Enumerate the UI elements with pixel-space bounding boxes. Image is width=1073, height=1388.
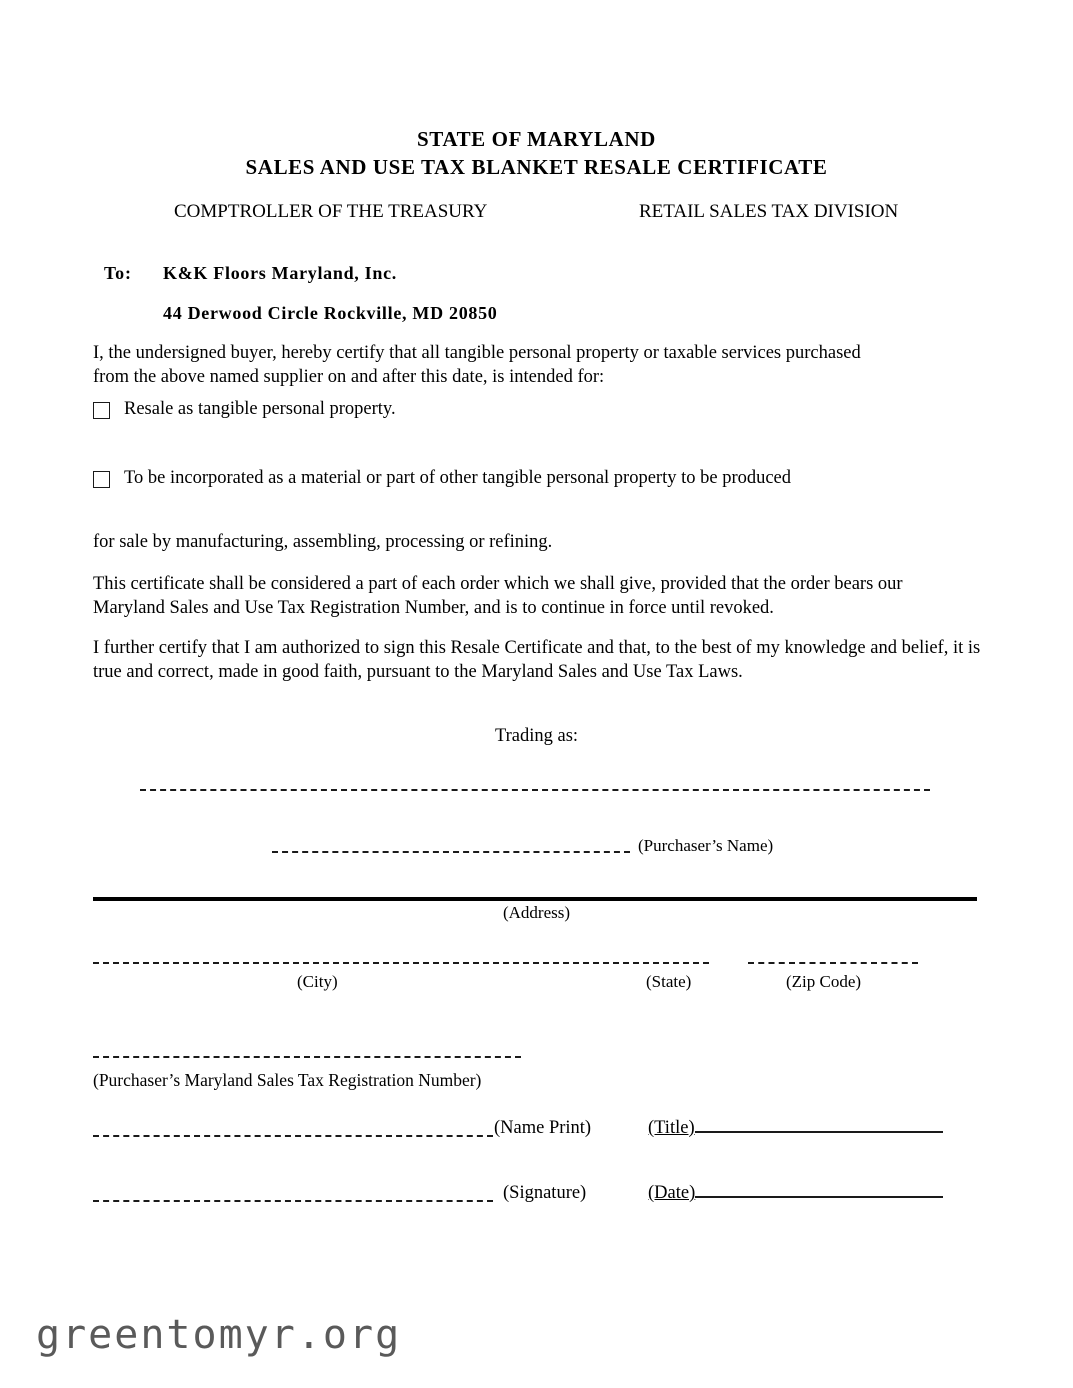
registration-number-input-line[interactable] — [93, 1056, 521, 1058]
order-clause-paragraph: This certificate shall be considered a part of each order which we shall give, provided that the order bears our Maryland Sales and Use Tax Registration Number, and is to continue in force until revoked. — [93, 574, 903, 618]
site-watermark: greentomyr.org — [36, 1312, 402, 1358]
checkbox-row-incorporated[interactable] — [93, 467, 973, 490]
address-caption: (Address) — [502, 903, 571, 922]
purchaser-name-caption: (Purchaser’s Name) — [638, 836, 774, 855]
addressee-company-name: K&K Floors Maryland, Inc. — [163, 263, 397, 283]
intro-paragraph: I, the undersigned buyer, hereby certify that all tangible personal property or taxable services purchased from the above named supplier on and after this date, is intended for: — [93, 343, 861, 387]
trading-as-label: Trading as: — [494, 726, 579, 746]
city-state-input-line[interactable] — [93, 962, 709, 964]
name-print-input-line[interactable] — [93, 1135, 493, 1137]
city-caption: (City) — [297, 972, 338, 991]
subheading-retail-division: RETAIL SALES TAX DIVISION — [639, 201, 899, 222]
date-label: (Date) — [648, 1183, 696, 1203]
trading-as-input-line[interactable] — [140, 789, 930, 791]
date-input-line[interactable] — [695, 1183, 943, 1198]
title-label: (Title) — [648, 1118, 695, 1138]
for-sale-continuation-text: for sale by manufacturing, assembling, processing or refining. — [93, 532, 553, 552]
address-input-line[interactable] — [93, 897, 977, 901]
purchaser-name-input-line[interactable] — [272, 851, 630, 853]
to-label: To: — [104, 263, 132, 283]
zip-code-caption: (Zip Code) — [786, 972, 862, 991]
checkbox-label-incorporated: To be incorporated as a material or part of other tangible personal property to be produced — [124, 468, 792, 488]
page-title-line-2: SALES AND USE TAX BLANKET RESALE CERTIFICATE — [245, 155, 828, 179]
signature-caption: (Signature) — [503, 1183, 587, 1203]
checkbox-row-resale[interactable] — [93, 398, 793, 421]
signature-input-line[interactable] — [93, 1200, 493, 1202]
checkbox-icon-incorporated[interactable] — [93, 471, 110, 488]
page-title-line-1: STATE OF MARYLAND — [417, 127, 656, 151]
checkbox-icon-resale[interactable] — [93, 402, 110, 419]
subheading-comptroller: COMPTROLLER OF THE TREASURY — [174, 201, 488, 222]
addressee-street-address: 44 Derwood Circle Rockville, MD 20850 — [163, 303, 498, 323]
name-print-caption: (Name Print) — [494, 1118, 592, 1138]
checkbox-label-resale: Resale as tangible personal property. — [124, 399, 396, 419]
title-input-line[interactable] — [695, 1118, 943, 1133]
state-caption: (State) — [646, 972, 692, 991]
certification-clause-paragraph: I further certify that I am authorized to sign this Resale Certificate and that, to the best of my knowledge and belief, it is true and correct, made in good faith, pursuant to the Maryland Sales and Use Tax Laws. — [93, 638, 981, 682]
title-field-group[interactable] — [648, 1118, 943, 1139]
registration-number-caption: (Purchaser’s Maryland Sales Tax Registration Number) — [93, 1070, 482, 1090]
date-field-group[interactable] — [648, 1183, 943, 1204]
zip-code-input-line[interactable] — [748, 962, 918, 964]
